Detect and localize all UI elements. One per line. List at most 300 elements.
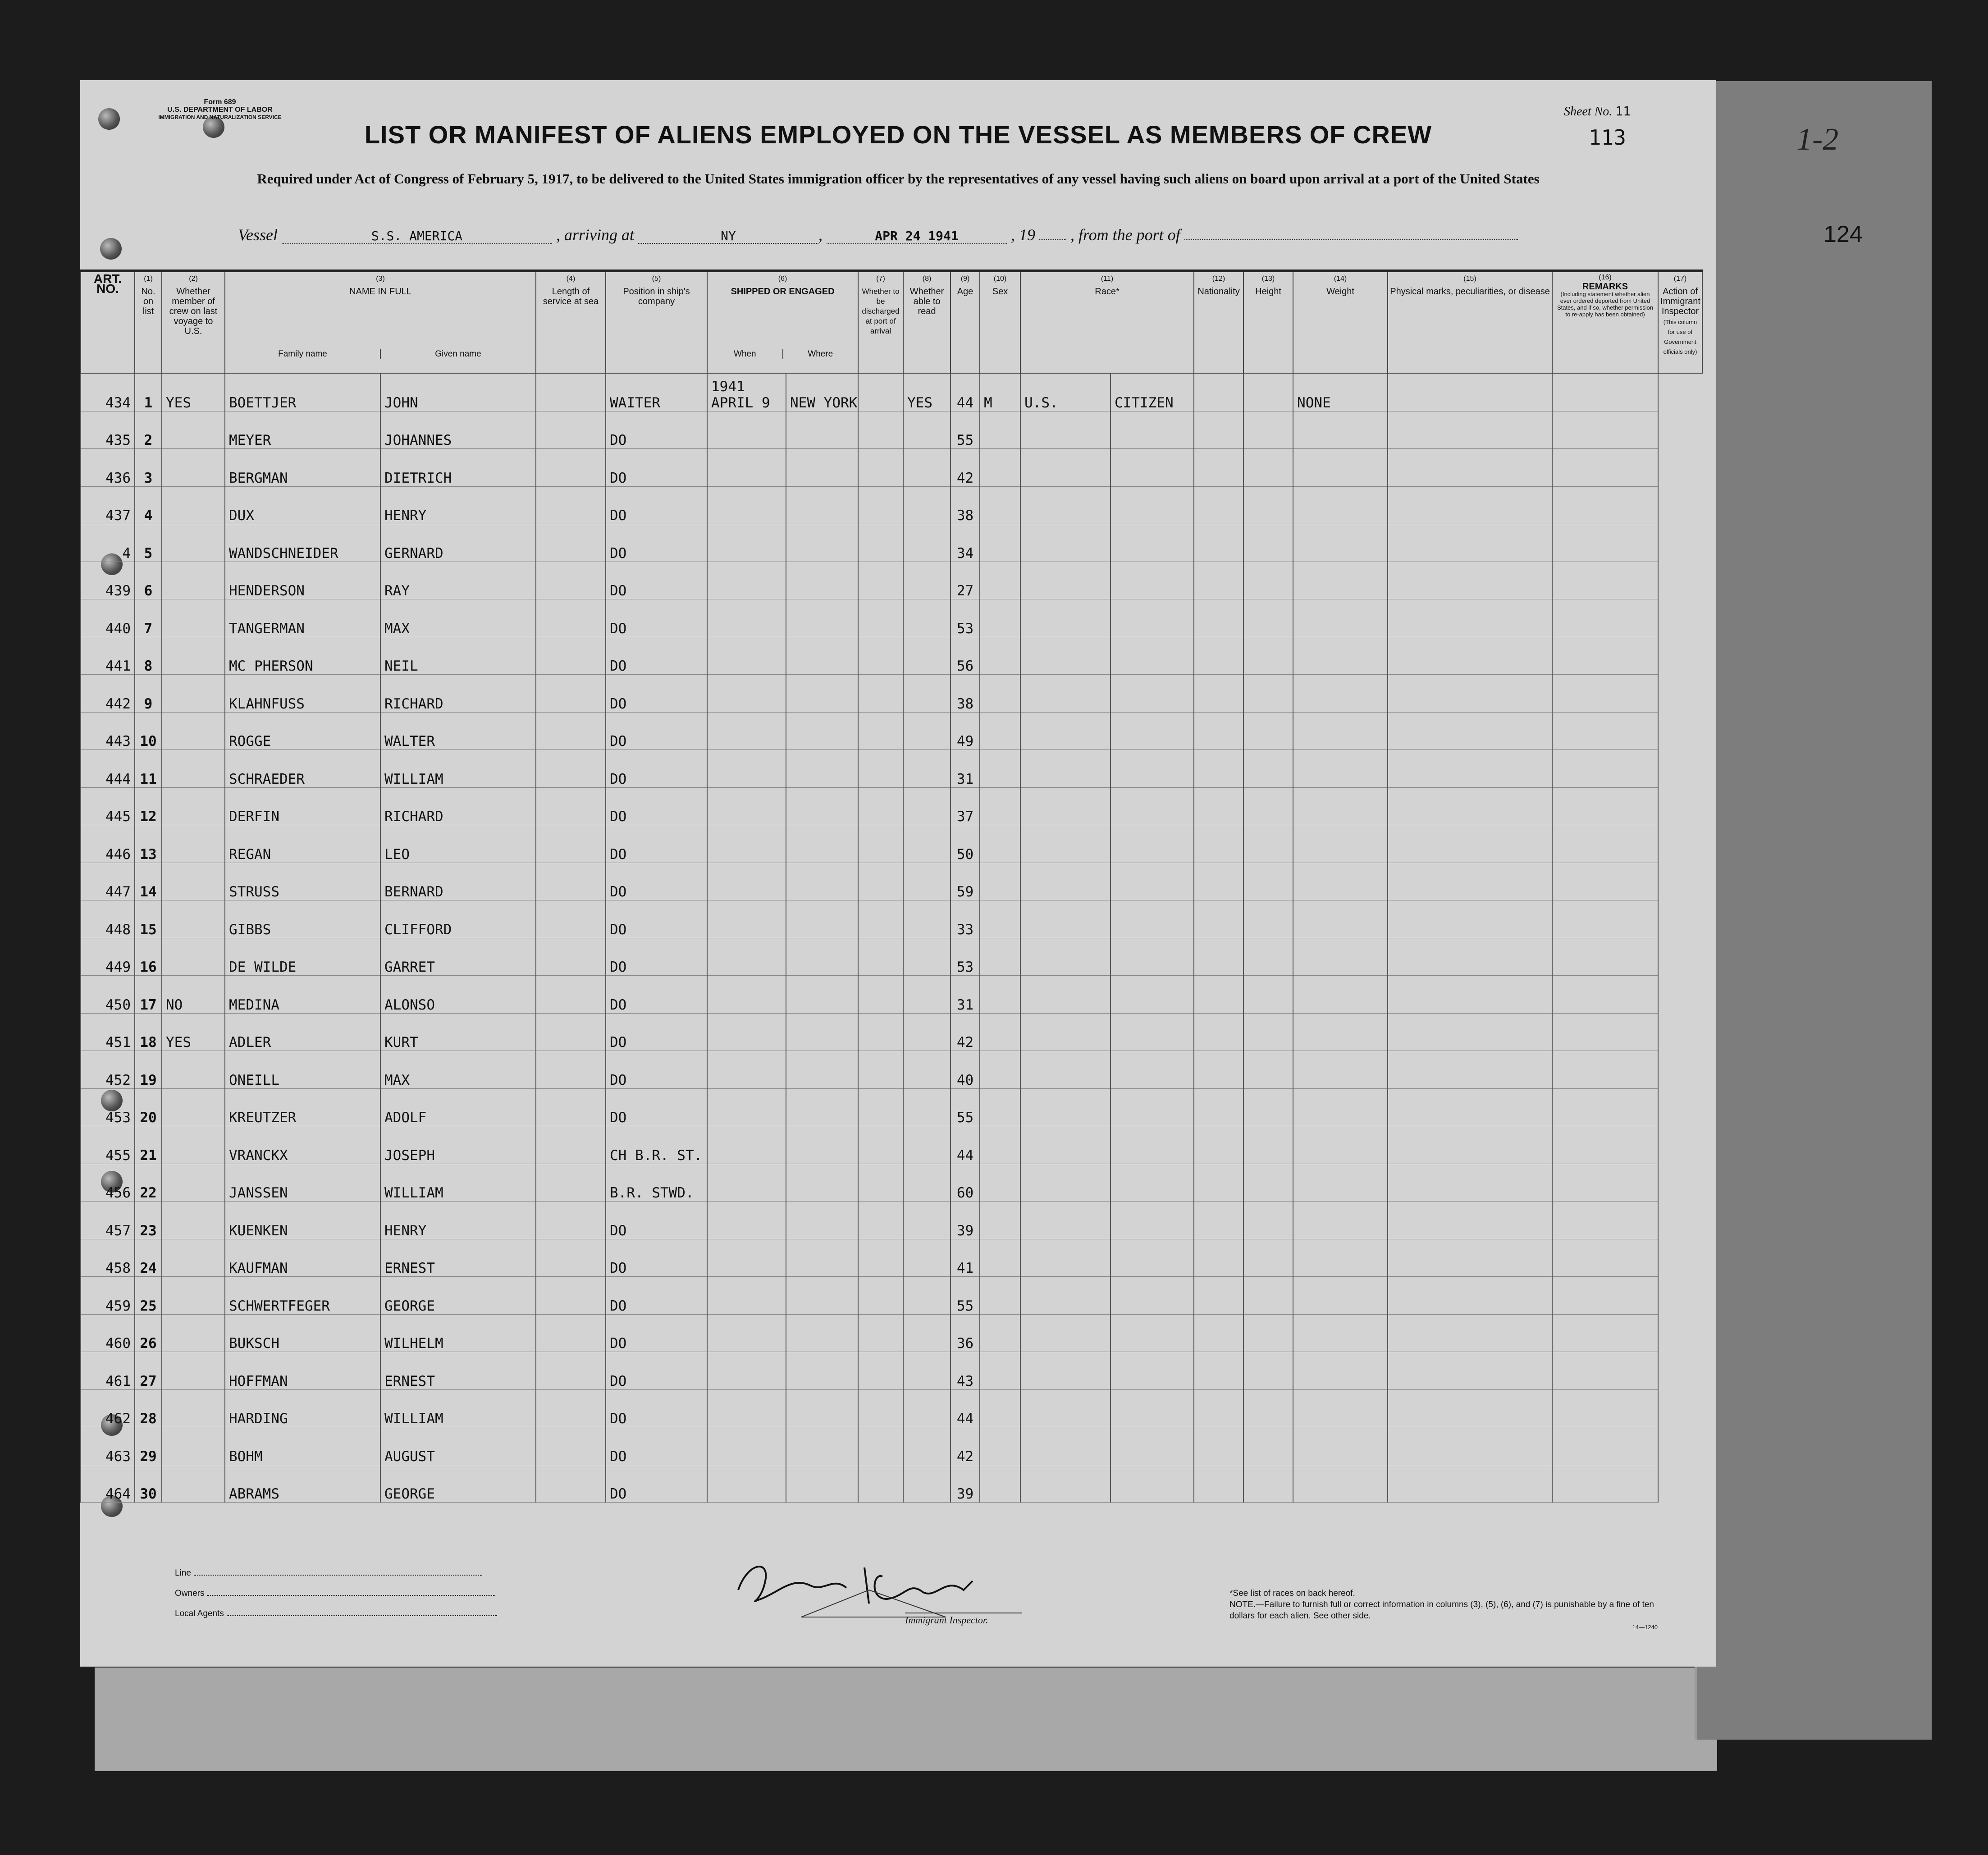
- cell-read: [903, 863, 951, 900]
- cell-age: 34: [951, 524, 980, 562]
- cell-length: [536, 1314, 606, 1352]
- cell-art: 443: [81, 712, 135, 750]
- cell-art: 444: [81, 750, 135, 788]
- table-row: [81, 1051, 1702, 1089]
- cell-nationality: [1111, 675, 1194, 713]
- cell-prev: [162, 637, 225, 675]
- cell-length: [536, 411, 606, 449]
- cell-race: [1020, 863, 1111, 900]
- cell-sex: [980, 1013, 1020, 1051]
- cell-discharged: [858, 863, 903, 900]
- cell-sex: [980, 750, 1020, 788]
- column-header: (2) Whether member of crew on last voyage to U.S.: [162, 271, 225, 373]
- cell-no: 21: [135, 1126, 162, 1164]
- cell-read: [903, 1427, 951, 1465]
- cell-no: 17: [135, 976, 162, 1014]
- cell-height: [1194, 373, 1243, 411]
- cell-family: KUENKEN: [225, 1202, 380, 1239]
- cell-where: [786, 825, 858, 863]
- cell-art: 436: [81, 449, 135, 487]
- cell-action: [1552, 1352, 1658, 1390]
- cell-position: DO: [606, 825, 707, 863]
- cell-remarks: [1388, 599, 1552, 637]
- cell-nationality: [1111, 599, 1194, 637]
- cell-art: 451: [81, 1013, 135, 1051]
- cell-sex: [980, 712, 1020, 750]
- cell-length: [536, 1389, 606, 1427]
- cell-action: [1552, 1164, 1658, 1202]
- cell-remarks: [1388, 1352, 1552, 1390]
- cell-discharged: [858, 938, 903, 976]
- cell-sex: [980, 1164, 1020, 1202]
- cell-given: RICHARD: [380, 675, 536, 713]
- cell-discharged: [858, 675, 903, 713]
- cell-race: [1020, 1051, 1111, 1089]
- cell-age: 39: [951, 1202, 980, 1239]
- cell-discharged: [858, 1051, 903, 1089]
- cell-discharged: [858, 1239, 903, 1277]
- cell-given: JOSEPH: [380, 1126, 536, 1164]
- cell-no: 26: [135, 1314, 162, 1352]
- cell-weight: [1243, 1202, 1293, 1239]
- column-header: (12) Nationality: [1194, 271, 1243, 373]
- cell-discharged: [858, 486, 903, 524]
- cell-race: [1020, 1239, 1111, 1277]
- cell-family: WANDSCHNEIDER: [225, 524, 380, 562]
- cell-discharged: [858, 524, 903, 562]
- cell-given: GARRET: [380, 938, 536, 976]
- cell-given: HENRY: [380, 486, 536, 524]
- cell-art: 449: [81, 938, 135, 976]
- cell-age: 42: [951, 1013, 980, 1051]
- cell-race: [1020, 1164, 1111, 1202]
- cell-where: [786, 1352, 858, 1390]
- cell-weight: [1243, 486, 1293, 524]
- cell-sex: [980, 524, 1020, 562]
- cell-read: [903, 787, 951, 825]
- cell-action: [1552, 1088, 1658, 1126]
- cell-art: 446: [81, 825, 135, 863]
- table-row: [81, 1202, 1702, 1239]
- cell-family: REGAN: [225, 825, 380, 863]
- cell-race: [1020, 675, 1111, 713]
- cell-position: DO: [606, 863, 707, 900]
- cell-prev: [162, 1427, 225, 1465]
- form-identifier: Form 689 U.S. DEPARTMENT OF LABOR IMMIGRATION AND NATURALIZATION SERVICE: [158, 98, 282, 120]
- cell-where: [786, 787, 858, 825]
- cell-marks: [1293, 486, 1388, 524]
- cell-art: 464: [81, 1465, 135, 1503]
- cell-race: [1020, 449, 1111, 487]
- cell-given: ERNEST: [380, 1239, 536, 1277]
- cell-given: ALONSO: [380, 976, 536, 1014]
- column-header: (8) Whether able to read: [903, 271, 951, 373]
- inspector-caption: Immigrant Inspector.: [905, 1613, 1022, 1626]
- cell-family: GIBBS: [225, 900, 380, 938]
- cell-discharged: [858, 562, 903, 599]
- cell-marks: [1293, 637, 1388, 675]
- column-header: (10) Sex: [980, 271, 1020, 373]
- cell-race: [1020, 787, 1111, 825]
- cell-race: [1020, 1389, 1111, 1427]
- cell-sex: [980, 1088, 1020, 1126]
- cell-remarks: [1388, 787, 1552, 825]
- cell-length: [536, 1465, 606, 1503]
- cell-no: 23: [135, 1202, 162, 1239]
- cell-where: [786, 449, 858, 487]
- cell-discharged: [858, 1277, 903, 1315]
- vessel-line: Vessel S.S. AMERICA , arriving at NY , APR 24 1941 , 19 , from the port of: [238, 225, 1518, 244]
- cell-no: 13: [135, 825, 162, 863]
- cell-race: [1020, 938, 1111, 976]
- cell-read: [903, 486, 951, 524]
- table-row: [81, 637, 1702, 675]
- vessel-representatives: Line Owners Local Agents: [175, 1563, 497, 1624]
- cell-read: [903, 1352, 951, 1390]
- cell-age: 38: [951, 675, 980, 713]
- cell-prev: [162, 1277, 225, 1315]
- cell-weight: [1243, 411, 1293, 449]
- cell-read: [903, 712, 951, 750]
- cell-marks: [1293, 1277, 1388, 1315]
- cell-given: WILHELM: [380, 1314, 536, 1352]
- cell-age: 53: [951, 599, 980, 637]
- cell-read: [903, 675, 951, 713]
- cell-where: [786, 486, 858, 524]
- table-row: [81, 1427, 1702, 1465]
- cell-weight: [1243, 599, 1293, 637]
- cell-marks: NONE: [1293, 373, 1388, 411]
- cell-remarks: [1388, 1202, 1552, 1239]
- cell-art: 442: [81, 675, 135, 713]
- cell-action: [1552, 1126, 1658, 1164]
- cell-action: [1552, 825, 1658, 863]
- cell-family: STRUSS: [225, 863, 380, 900]
- cell-race: [1020, 1013, 1111, 1051]
- cell-nationality: [1111, 976, 1194, 1014]
- cell-action: [1552, 863, 1658, 900]
- cell-age: 31: [951, 750, 980, 788]
- cell-discharged: [858, 373, 903, 411]
- cell-action: [1552, 938, 1658, 976]
- table-row: [81, 411, 1702, 449]
- cell-remarks: [1388, 486, 1552, 524]
- cell-read: [903, 1239, 951, 1277]
- cell-position: DO: [606, 1427, 707, 1465]
- cell-age: 43: [951, 1352, 980, 1390]
- cell-nationality: [1111, 1239, 1194, 1277]
- cell-where: [786, 1126, 858, 1164]
- cell-given: RICHARD: [380, 787, 536, 825]
- cell-height: [1194, 1202, 1243, 1239]
- cell-art: 441: [81, 637, 135, 675]
- cell-race: [1020, 900, 1111, 938]
- cell-where: [786, 1088, 858, 1126]
- sheet-number: Sheet No. 11: [1563, 104, 1631, 119]
- cell-weight: [1243, 825, 1293, 863]
- cell-action: [1552, 637, 1658, 675]
- column-header: (11) Race*: [1020, 271, 1194, 373]
- cell-position: DO: [606, 449, 707, 487]
- cell-marks: [1293, 1465, 1388, 1503]
- cell-no: 29: [135, 1427, 162, 1465]
- cell-where: [786, 712, 858, 750]
- cell-nationality: [1111, 1088, 1194, 1126]
- cell-nationality: [1111, 712, 1194, 750]
- cell-position: DO: [606, 900, 707, 938]
- cell-nationality: [1111, 562, 1194, 599]
- cell-discharged: [858, 825, 903, 863]
- cell-read: [903, 637, 951, 675]
- cell-family: DE WILDE: [225, 938, 380, 976]
- cell-height: [1194, 1314, 1243, 1352]
- cell-position: DO: [606, 976, 707, 1014]
- cell-age: 55: [951, 411, 980, 449]
- cell-length: [536, 1088, 606, 1126]
- cell-nationality: [1111, 524, 1194, 562]
- cell-age: 44: [951, 1126, 980, 1164]
- cell-no: 19: [135, 1051, 162, 1089]
- cell-discharged: [858, 1352, 903, 1390]
- cell-height: [1194, 1389, 1243, 1427]
- table-row: [81, 675, 1702, 713]
- cell-height: [1194, 1126, 1243, 1164]
- cell-marks: [1293, 863, 1388, 900]
- cell-position: DO: [606, 599, 707, 637]
- cell-no: 7: [135, 599, 162, 637]
- cell-marks: [1293, 900, 1388, 938]
- cell-family: BOHM: [225, 1427, 380, 1465]
- cell-family: TANGERMAN: [225, 599, 380, 637]
- cell-art: 437: [81, 486, 135, 524]
- cell-action: [1552, 599, 1658, 637]
- table-row: [81, 449, 1702, 487]
- cell-length: [536, 1164, 606, 1202]
- cell-no: 8: [135, 637, 162, 675]
- document-title: LIST OR MANIFEST OF ALIENS EMPLOYED ON THE VESSEL AS MEMBERS OF CREW: [364, 120, 1432, 149]
- table-row: [81, 1277, 1702, 1315]
- cell-where: [786, 1427, 858, 1465]
- cell-weight: [1243, 637, 1293, 675]
- cell-family: KLAHNFUSS: [225, 675, 380, 713]
- cell-where: [786, 562, 858, 599]
- cell-when: [707, 1013, 786, 1051]
- cell-when: 1941 APRIL 9: [707, 373, 786, 411]
- cell-sex: [980, 976, 1020, 1014]
- cell-height: [1194, 599, 1243, 637]
- cell-marks: [1293, 1126, 1388, 1164]
- cell-discharged: [858, 1314, 903, 1352]
- cell-sex: [980, 825, 1020, 863]
- cell-where: [786, 750, 858, 788]
- cell-when: [707, 787, 786, 825]
- cell-sex: [980, 900, 1020, 938]
- cell-prev: [162, 1314, 225, 1352]
- cell-family: VRANCKX: [225, 1126, 380, 1164]
- cell-length: [536, 900, 606, 938]
- cell-marks: [1293, 524, 1388, 562]
- cell-age: 55: [951, 1088, 980, 1126]
- cell-position: DO: [606, 1013, 707, 1051]
- cell-sex: [980, 1202, 1020, 1239]
- cell-age: 55: [951, 1277, 980, 1315]
- cell-when: [707, 562, 786, 599]
- cell-art: 445: [81, 787, 135, 825]
- cell-prev: [162, 1239, 225, 1277]
- cell-remarks: [1388, 750, 1552, 788]
- cell-weight: [1243, 750, 1293, 788]
- cell-age: 60: [951, 1164, 980, 1202]
- cell-height: [1194, 750, 1243, 788]
- cell-weight: [1243, 1013, 1293, 1051]
- cell-family: ROGGE: [225, 712, 380, 750]
- cell-nationality: [1111, 1051, 1194, 1089]
- cell-marks: [1293, 449, 1388, 487]
- table-row: [81, 1013, 1702, 1051]
- cell-no: 25: [135, 1277, 162, 1315]
- table-row: [81, 599, 1702, 637]
- cell-marks: [1293, 825, 1388, 863]
- cell-length: [536, 675, 606, 713]
- cell-given: BERNARD: [380, 863, 536, 900]
- cell-height: [1194, 1051, 1243, 1089]
- cell-action: [1552, 750, 1658, 788]
- cell-family: MC PHERSON: [225, 637, 380, 675]
- cell-remarks: [1388, 1427, 1552, 1465]
- cell-length: [536, 449, 606, 487]
- inspector-signature: [720, 1549, 1027, 1622]
- cell-marks: [1293, 1389, 1388, 1427]
- cell-position: DO: [606, 1051, 707, 1089]
- cell-when: [707, 1164, 786, 1202]
- cell-given: DIETRICH: [380, 449, 536, 487]
- column-header: (7) Whether to be discharged at port of arrival: [858, 271, 903, 373]
- cell-weight: [1243, 976, 1293, 1014]
- cell-height: [1194, 1427, 1243, 1465]
- cell-position: DO: [606, 524, 707, 562]
- cell-age: 44: [951, 1389, 980, 1427]
- cell-action: [1552, 411, 1658, 449]
- table-row: [81, 900, 1702, 938]
- cell-where: NEW YORK: [786, 373, 858, 411]
- table-row: [81, 1088, 1702, 1126]
- cell-when: [707, 712, 786, 750]
- cell-weight: [1243, 675, 1293, 713]
- cell-nationality: [1111, 825, 1194, 863]
- cell-family: ABRAMS: [225, 1465, 380, 1503]
- cell-position: DO: [606, 1465, 707, 1503]
- cell-length: [536, 1202, 606, 1239]
- cell-read: [903, 938, 951, 976]
- cell-age: 56: [951, 637, 980, 675]
- cell-when: [707, 524, 786, 562]
- cell-prev: YES: [162, 373, 225, 411]
- page-number: 113: [1588, 125, 1626, 150]
- cell-prev: [162, 1389, 225, 1427]
- cell-art: 457: [81, 1202, 135, 1239]
- cell-remarks: [1388, 1465, 1552, 1503]
- cell-remarks: [1388, 938, 1552, 976]
- table-row: [81, 938, 1702, 976]
- cell-race: [1020, 1126, 1111, 1164]
- cell-discharged: [858, 1013, 903, 1051]
- cell-length: [536, 787, 606, 825]
- manifest-page: [80, 80, 1716, 1667]
- cell-sex: [980, 599, 1020, 637]
- cell-remarks: [1388, 411, 1552, 449]
- cell-sex: [980, 562, 1020, 599]
- cell-no: 27: [135, 1352, 162, 1390]
- cell-art: 456: [81, 1164, 135, 1202]
- cell-position: DO: [606, 1352, 707, 1390]
- cell-discharged: [858, 1202, 903, 1239]
- cell-where: [786, 938, 858, 976]
- cell-marks: [1293, 976, 1388, 1014]
- cell-position: DO: [606, 562, 707, 599]
- cell-remarks: [1388, 373, 1552, 411]
- cell-sex: [980, 1389, 1020, 1427]
- cell-nationality: [1111, 1164, 1194, 1202]
- cell-race: [1020, 486, 1111, 524]
- cell-action: [1552, 449, 1658, 487]
- cell-action: [1552, 675, 1658, 713]
- cell-height: [1194, 825, 1243, 863]
- cell-remarks: [1388, 825, 1552, 863]
- cell-when: [707, 1314, 786, 1352]
- cell-marks: [1293, 1164, 1388, 1202]
- cell-where: [786, 1389, 858, 1427]
- cell-when: [707, 1126, 786, 1164]
- cell-prev: [162, 486, 225, 524]
- cell-age: 50: [951, 825, 980, 863]
- cell-discharged: [858, 1088, 903, 1126]
- cell-nationality: [1111, 1427, 1194, 1465]
- cell-remarks: [1388, 562, 1552, 599]
- cell-age: 31: [951, 976, 980, 1014]
- cell-family: BOETTJER: [225, 373, 380, 411]
- cell-read: [903, 449, 951, 487]
- cell-when: [707, 750, 786, 788]
- column-header: ART. NO.: [81, 271, 135, 373]
- cell-length: [536, 1277, 606, 1315]
- cell-discharged: [858, 712, 903, 750]
- cell-prev: [162, 1088, 225, 1126]
- cell-length: [536, 524, 606, 562]
- cell-height: [1194, 675, 1243, 713]
- cell-length: [536, 1126, 606, 1164]
- column-header: (6) SHIPPED OR ENGAGED When Where: [707, 271, 858, 373]
- cell-remarks: [1388, 1164, 1552, 1202]
- cell-nationality: [1111, 863, 1194, 900]
- cell-length: [536, 863, 606, 900]
- cell-action: [1552, 900, 1658, 938]
- cell-height: [1194, 787, 1243, 825]
- cell-art: 452: [81, 1051, 135, 1089]
- cell-age: 44: [951, 373, 980, 411]
- cell-marks: [1293, 411, 1388, 449]
- cell-when: [707, 449, 786, 487]
- cell-action: [1552, 712, 1658, 750]
- cell-discharged: [858, 599, 903, 637]
- cell-weight: [1243, 1465, 1293, 1503]
- cell-family: MEDINA: [225, 976, 380, 1014]
- cell-nationality: [1111, 411, 1194, 449]
- arrival-port-handwritten: NY: [638, 229, 818, 244]
- cell-action: [1552, 1013, 1658, 1051]
- cell-when: [707, 825, 786, 863]
- cell-read: [903, 976, 951, 1014]
- cell-family: SCHRAEDER: [225, 750, 380, 788]
